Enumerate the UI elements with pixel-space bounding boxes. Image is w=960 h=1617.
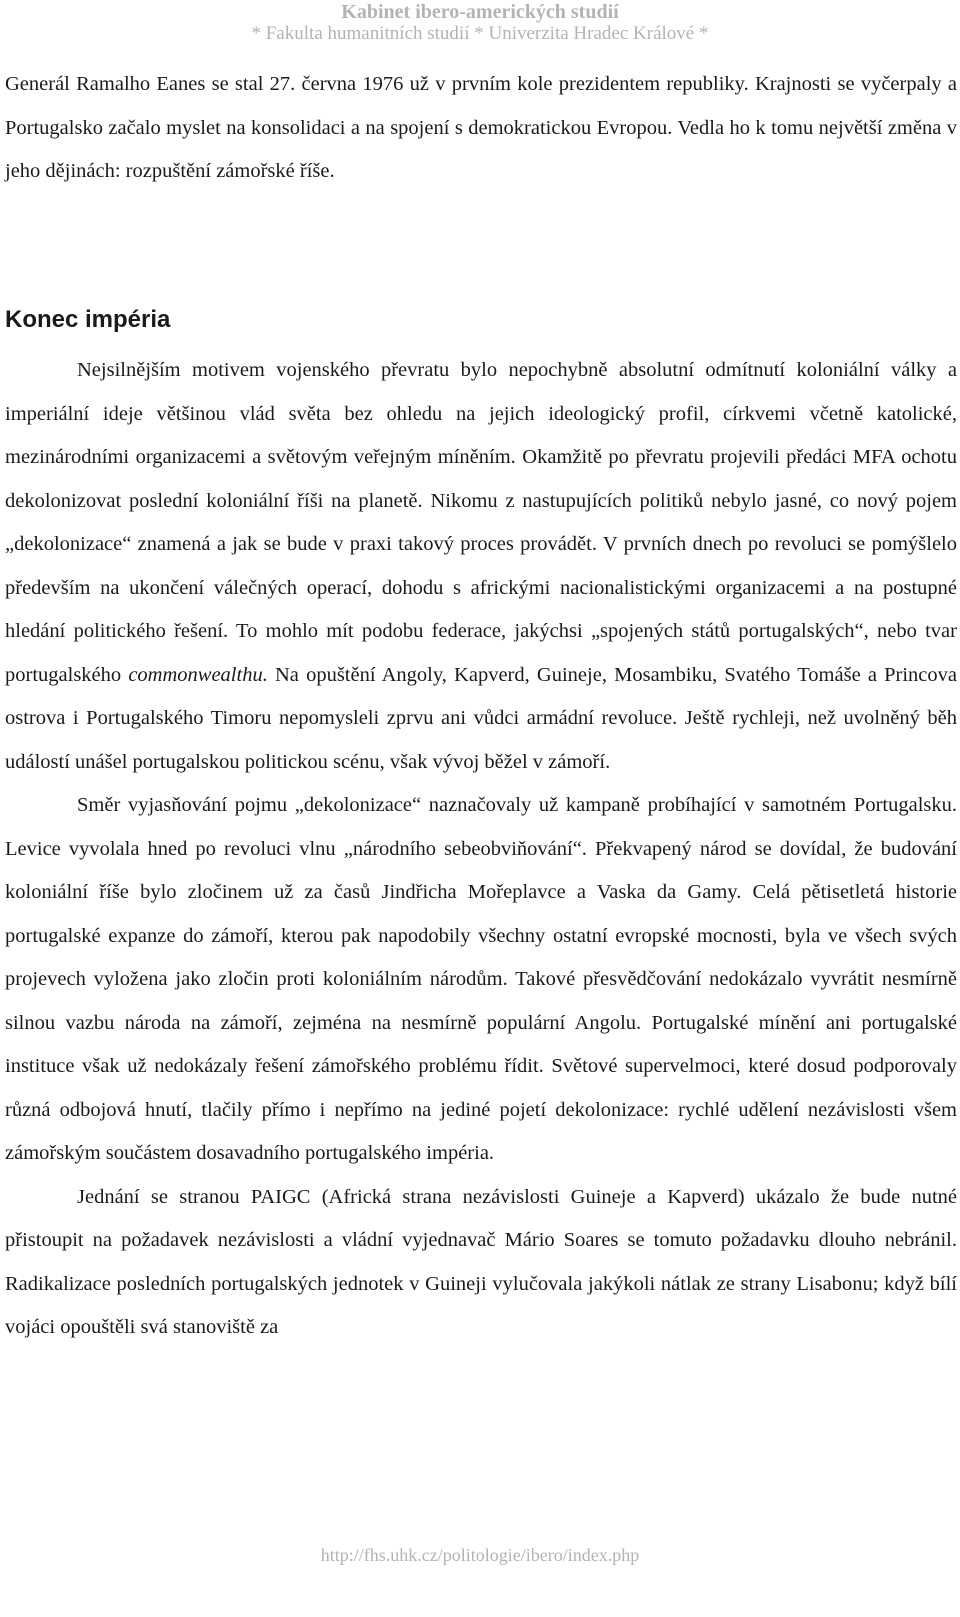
paragraph-2: Směr vyjasňování pojmu „dekolonizace“ naznačovaly už kampaně probíhající v samotném Portugalsku. Levice vyvolala hned po revoluci vlnu „národního sebeobviňování“. Překvapený národ se dovídal, že budování koloniální říše bylo zločinem už za časů Jindřicha Mořeplavce a Vaska da Gamy. Celá pětisetletá historie portugalské expanze do zámoří, kterou pak napodobily všechny ostatní evropské mocnosti, byla ve všech svých projevech vyložena jako zločin proti koloniálním národům. Takové přesvědčování nedokázalo vyvrátit nesmírně silnou vazbu národa na zámoří, zejména na nesmírně populární Angolu. Portugalské mínění ani portugalské instituce však už nedokázaly řešení zámořského problému řídit. Světové supervelmoci, které dosud podporovaly různá odbojová hnutí, tlačily přímo i nepřímo na jediné pojetí dekolonizace: rychlé udělení nezávislosti všem zámořským součástem dosavadního portugalského impéria. [5, 794, 957, 1164]
intro-section [5, 63, 957, 194]
footer-url: http://fhs.uhk.cz/politologie/ibero/index.php [320, 1545, 640, 1565]
paragraph-1 [5, 349, 957, 784]
intro-paragraph: Generál Ramalho Eanes se stal 27. června 1976 už v prvním kole prezidentem republiky. Krajnosti se vyčerpaly a Portugalsko začalo myslet na konsolidaci a na spojení s demokratickou Evropou. Vedla ho k tomu největší změna v jeho dějinách: rozpuštění zámořské říše. [5, 73, 957, 182]
section-heading: Konec impéria [5, 306, 171, 333]
section-body [5, 349, 957, 1350]
header-affiliation: * Fakulta humanitních studií * Univerzita Hradec Králové * [251, 23, 709, 44]
paragraph-3: Jednání se stranou PAIGC (Africká strana nezávislosti Guineje a Kapverd) ukázalo že bude nutné přistoupit na požadavek nezávislosti a vládní vyjednavač Mário Soares se tomuto požadavku dlouho nebránil. Radikalizace posledních portugalských jednotek v Guineji vylučovala jakýkoli nátlak ze strany Lisabonu; když bílí vojáci opouštěli svá stanoviště za [5, 1185, 957, 1338]
paragraph-1-italic-term: commonwealthu. [128, 663, 268, 686]
paragraph-1-text-continued: Na opuštění Angoly, Kapverd, Guineje, Mosambiku, Svatého Tomáše a Princova ostrova i Portugalského Timoru nepomysleli zprvu ani vůdci armádní revoluce. Ještě rychleji, než uvolněný běh událostí unášel portugalskou politickou scénu, však vývoj běžel v zámoří. [5, 663, 957, 773]
paragraph-1-text: Nejsilnějším motivem vojenského převratu bylo nepochybně absolutní odmítnutí koloniální války a imperiální ideje většinou vlád světa bez ohledu na jejich ideologický profil, církvemi včetně katolické, mezinárodními organizacemi a světovým veřejným míněním. Okamžitě po převratu projevili předáci MFA ochotu dekolonizovat poslední koloniální říši na planetě. Nikomu z nastupujících politiků nebylo jasné, co nový pojem „dekolonizace“ znamená a jak se bude v praxi takový proces provádět. V prvních dnech po revoluci se pomýšlelo především na ukončení válečných operací, dohodu s africkými nacionalistickými organizacemi a na postupné hledání politického řešení. To mohlo mít podobu federace, jakýchsi „spojených států portugalských“, nebo tvar portugalského [5, 359, 957, 686]
header-institution: Kabinet ibero-amerických studií [341, 1, 619, 23]
